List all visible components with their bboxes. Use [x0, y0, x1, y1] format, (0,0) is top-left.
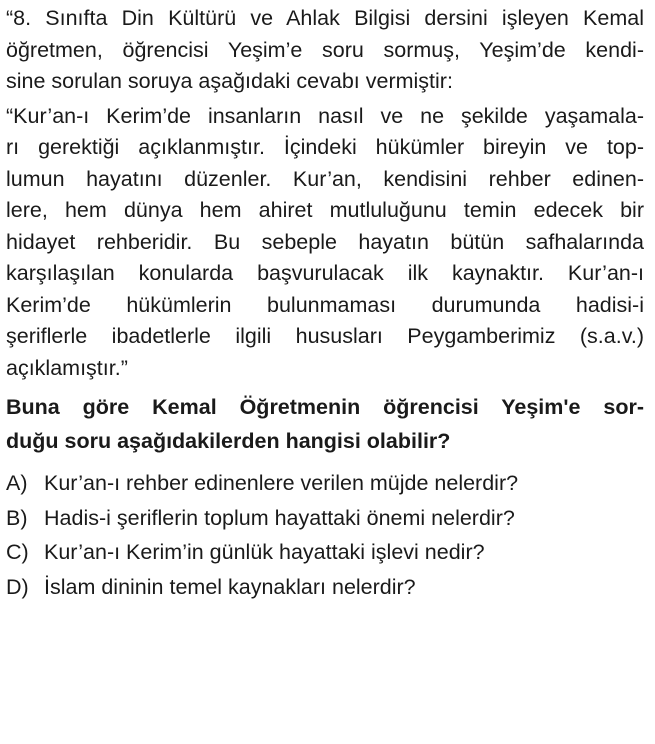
quote-line: lumun hayatını düzenler. Kur’an, kendisini rehber edinen- — [6, 166, 644, 191]
option-letter: A) — [6, 471, 28, 495]
option-letter: C) — [6, 540, 29, 564]
option-text: Kur’an-ı Kerim’in günlük hayattaki işlevi nedir? — [44, 540, 485, 564]
question-stem — [6, 390, 644, 458]
question-line: Buna göre Kemal Öğretmenin öğrencisi Yeşim'e sor- — [6, 395, 644, 419]
option-c[interactable] — [6, 535, 644, 570]
quote-line: açıklamıştır.” — [6, 355, 128, 380]
question-page — [6, 0, 644, 604]
question-intro — [6, 3, 644, 98]
option-text: İslam dininin temel kaynakları nelerdir? — [44, 574, 416, 599]
option-letter: B) — [6, 505, 28, 530]
intro-line: öğretmen, öğrencisi Yeşim’e soru sormuş, Yeşim’de kendi- — [6, 37, 644, 62]
quote-line: karşılaşılan konularda başvurulacak ilk kaynaktır. Kur’an-ı — [6, 261, 644, 285]
option-a[interactable] — [6, 466, 644, 501]
student-answer-quote — [6, 101, 644, 385]
option-text: Kur’an-ı rehber edinenlere verilen müjde nelerdir? — [44, 471, 519, 495]
quote-line: Kerim’de hükümlerin bulunmaması durumunda hadisi-i — [6, 292, 644, 317]
quote-line: “Kur’an-ı Kerim’de insanların nasıl ve ne şekilde yaşamala- — [6, 103, 644, 128]
quote-line: şeriflerle ibadetlerle ilgili hususları Peygamberimiz (s.a.v.) — [6, 324, 644, 348]
option-d[interactable] — [6, 570, 644, 605]
quote-line: hidayet rehberidir. Bu sebeple hayatın bütün safhalarında — [6, 229, 644, 254]
question-line: duğu soru aşağıdakilerden hangisi olabilir? — [6, 429, 451, 453]
answer-options — [6, 466, 644, 604]
quote-line: lere, hem dünya hem ahiret mutluluğunu temin edecek bir — [6, 198, 644, 222]
option-letter: D) — [6, 574, 29, 599]
option-text: Hadis-i şeriflerin toplum hayattaki önemi nelerdir? — [44, 505, 515, 530]
intro-line: sine sorulan soruya aşağıdaki cevabı vermiştir: — [6, 69, 453, 93]
intro-line: “8. Sınıfta Din Kültürü ve Ahlak Bilgisi dersini işleyen Kemal — [6, 6, 644, 30]
quote-line: rı gerektiği açıklanmıştır. İçindeki hükümler bireyin ve top- — [6, 135, 644, 159]
option-b[interactable] — [6, 501, 644, 536]
